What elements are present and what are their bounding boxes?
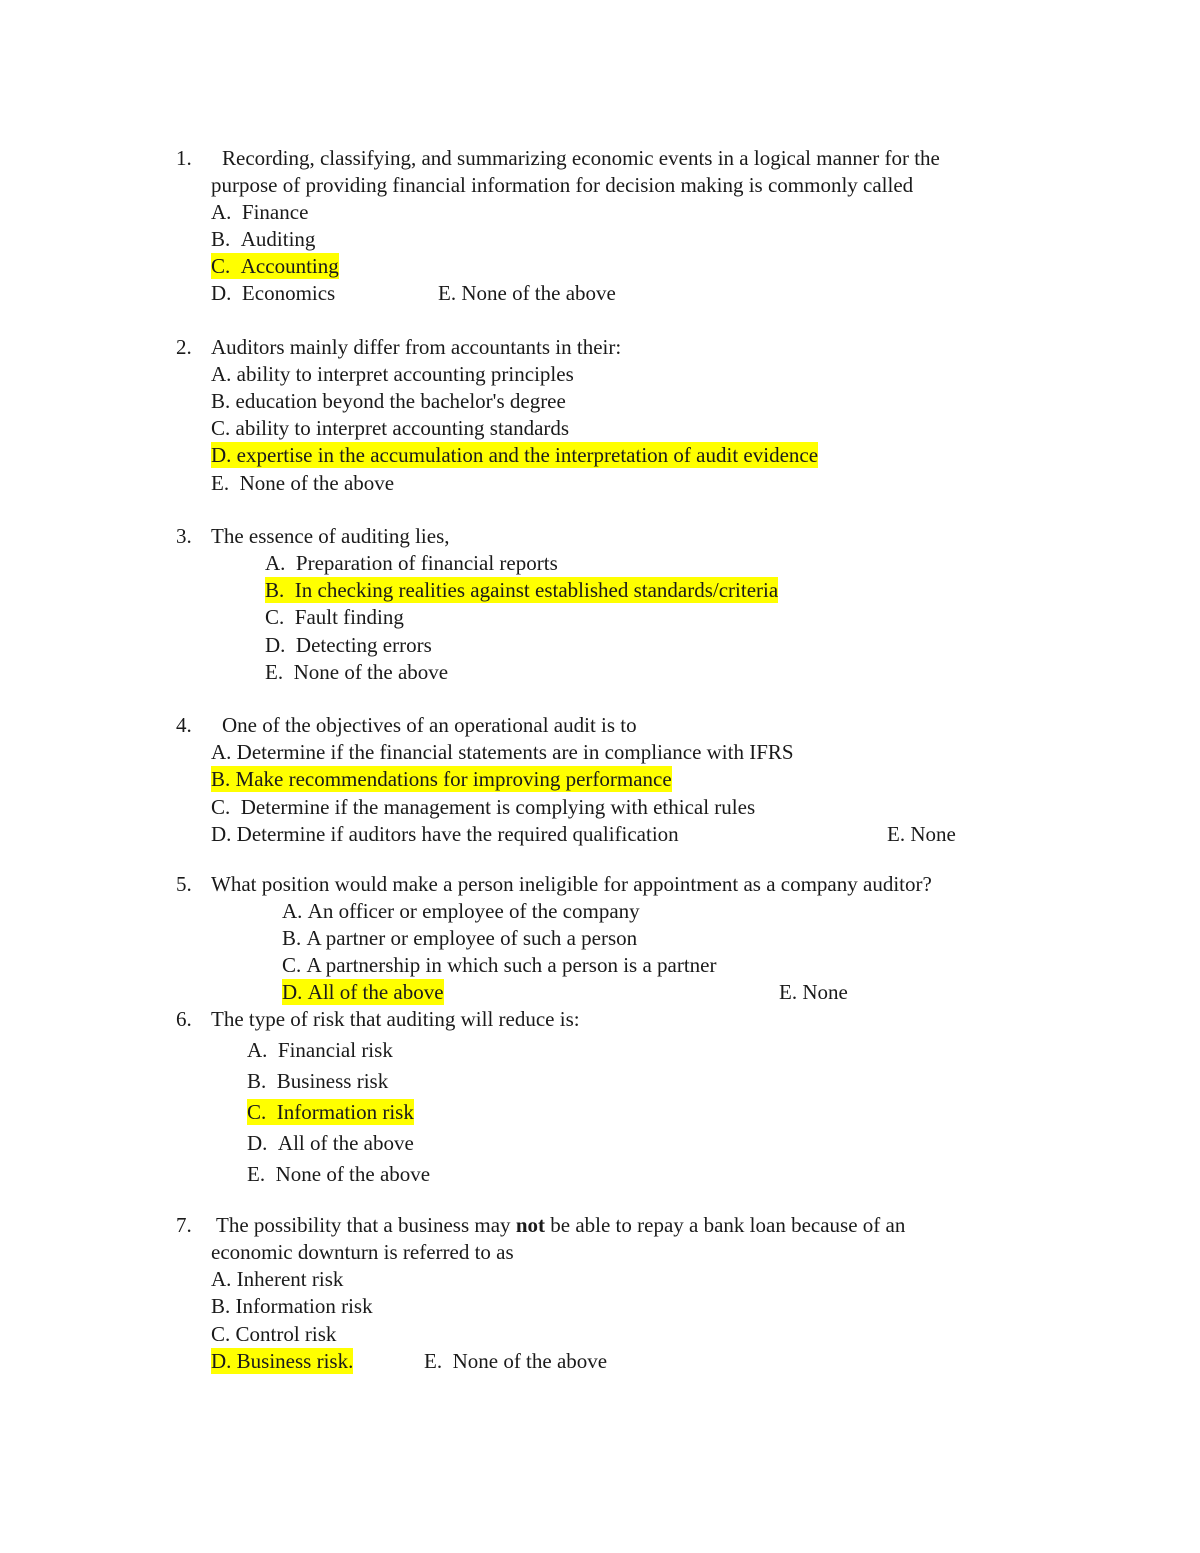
option-text: None of the above — [461, 281, 616, 305]
option-text: None of the above — [293, 660, 449, 684]
option-text: An officer or employee of the company — [307, 899, 640, 923]
option-letter: D. — [211, 443, 232, 467]
option-letter: C. — [211, 416, 231, 440]
option-letter: B. — [211, 389, 231, 413]
question-text: purpose of providing financial information for decision making is commonly called — [211, 173, 914, 197]
option-letter: C. — [211, 1322, 231, 1346]
option-text: Financial risk — [277, 1038, 393, 1062]
option-letter: C. — [282, 953, 302, 977]
option-c — [211, 415, 569, 441]
option-d-answer-highlight — [211, 442, 818, 468]
option-text: All of the above — [277, 1131, 414, 1155]
option-letter: D. — [282, 980, 303, 1004]
option-letter: A. — [211, 740, 232, 764]
option-text: A partnership in which such a person is a partner — [306, 953, 717, 977]
option-letter: A. — [282, 899, 303, 923]
option-b — [211, 1293, 373, 1319]
option-c — [211, 794, 755, 820]
option-text: ability to interpret accounting standards — [235, 416, 570, 440]
option-text: Business risk — [276, 1069, 389, 1093]
option-a — [211, 739, 794, 765]
option-a — [247, 1037, 393, 1063]
question-text: The essence of auditing lies, — [211, 524, 450, 548]
option-letter: E. — [887, 822, 906, 846]
option-letter: E. — [265, 660, 284, 684]
option-text: None — [910, 822, 956, 846]
option-text: Determine if the financial statements are in compliance with IFRS — [236, 740, 794, 764]
option-c-answer-highlight — [211, 253, 339, 279]
option-b-answer-highlight — [265, 577, 778, 603]
option-letter: A. — [211, 1267, 232, 1291]
option-letter: C. — [247, 1100, 267, 1124]
option-letter: A. — [247, 1038, 268, 1062]
option-text: Business risk. — [236, 1349, 354, 1373]
option-text: None of the above — [275, 1162, 431, 1186]
option-b-answer-highlight — [211, 766, 672, 792]
option-text: Make recommendations for improving performance — [235, 767, 672, 791]
option-text: Auditing — [240, 227, 316, 251]
option-b — [247, 1068, 388, 1094]
option-d-answer-highlight — [211, 1348, 353, 1374]
question-number: 5. — [176, 872, 192, 896]
option-text: A partner or employee of such a person — [306, 926, 638, 950]
option-text: Preparation of financial reports — [295, 551, 558, 575]
option-e — [887, 821, 956, 847]
option-c — [265, 604, 404, 630]
option-letter: E. — [211, 471, 230, 495]
question-text: One of the objectives of an operational audit is to — [222, 713, 637, 737]
option-letter: E. — [438, 281, 457, 305]
option-e — [265, 659, 448, 685]
option-text: Determine if auditors have the required qualification — [236, 822, 679, 846]
option-d — [211, 280, 335, 306]
question-text: Auditors mainly differ from accountants in their: — [211, 335, 622, 359]
question-number: 7. — [176, 1213, 192, 1237]
option-letter: D. — [211, 281, 232, 305]
option-b — [282, 925, 637, 951]
option-letter: C. — [211, 795, 231, 819]
option-letter: B. — [211, 1294, 231, 1318]
question-number: 6. — [176, 1007, 192, 1031]
option-text: In checking realities against established standards/criteria — [294, 578, 779, 602]
option-text: Inherent risk — [236, 1267, 344, 1291]
option-text: All of the above — [307, 980, 444, 1004]
question-number: 3. — [176, 524, 192, 548]
option-a — [211, 361, 574, 387]
option-text: None — [802, 980, 848, 1004]
emphasis-not: not — [515, 1213, 545, 1237]
option-text: Control risk — [235, 1322, 337, 1346]
question-number: 1. — [176, 146, 192, 170]
option-letter: D. — [211, 822, 232, 846]
option-letter: B. — [282, 926, 302, 950]
option-a — [211, 1266, 343, 1292]
option-letter: B. — [211, 767, 231, 791]
option-c — [211, 1321, 336, 1347]
option-letter: A. — [211, 362, 232, 386]
option-e — [211, 470, 394, 496]
option-letter: A. — [211, 200, 232, 224]
option-a — [211, 199, 308, 225]
option-letter: B. — [211, 227, 231, 251]
option-text: Information risk — [276, 1100, 414, 1124]
option-letter: D. — [247, 1131, 268, 1155]
question-text: What position would make a person ineligible for appointment as a company auditor? — [211, 872, 932, 896]
option-letter: A. — [265, 551, 286, 575]
option-letter: C. — [265, 605, 285, 629]
option-e — [424, 1348, 607, 1374]
option-text: education beyond the bachelor's degree — [235, 389, 566, 413]
option-e — [247, 1161, 430, 1187]
option-text: Economics — [241, 281, 336, 305]
option-text: Determine if the management is complying with ethical rules — [240, 795, 756, 819]
option-a — [265, 550, 558, 576]
question-number: 4. — [176, 713, 192, 737]
option-text: ability to interpret accounting principles — [236, 362, 574, 386]
option-b — [211, 388, 566, 414]
option-a — [282, 898, 640, 924]
option-letter: C. — [211, 254, 231, 278]
option-letter: E. — [779, 980, 798, 1004]
question-text: The possibility that a business may not be able to repay a bank loan because of an — [216, 1213, 906, 1237]
option-c — [282, 952, 717, 978]
option-e — [779, 979, 848, 1005]
option-letter: B. — [265, 578, 285, 602]
option-d-answer-highlight — [282, 979, 444, 1005]
question-number: 2. — [176, 335, 192, 359]
option-letter: B. — [247, 1069, 267, 1093]
option-text: Detecting errors — [295, 633, 432, 657]
question-text: economic downturn is referred to as — [211, 1240, 514, 1264]
option-letter: D. — [265, 633, 286, 657]
question-text: Recording, classifying, and summarizing economic events in a logical manner for the — [222, 146, 940, 170]
option-letter: E. — [424, 1349, 443, 1373]
option-text: expertise in the accumulation and the interpretation of audit evidence — [236, 443, 819, 467]
option-b — [211, 226, 315, 252]
option-text: Accounting — [240, 254, 339, 278]
option-e — [438, 280, 616, 306]
question-text: The type of risk that auditing will reduce is: — [211, 1007, 580, 1031]
option-d — [211, 821, 679, 847]
option-c-answer-highlight — [247, 1099, 414, 1125]
option-text: Fault finding — [294, 605, 404, 629]
option-text: Information risk — [235, 1294, 373, 1318]
option-letter: E. — [247, 1162, 266, 1186]
option-text: Finance — [241, 200, 309, 224]
option-letter: D. — [211, 1349, 232, 1373]
option-d — [265, 632, 432, 658]
option-d — [247, 1130, 414, 1156]
option-text: None of the above — [452, 1349, 608, 1373]
option-text: None of the above — [239, 471, 395, 495]
